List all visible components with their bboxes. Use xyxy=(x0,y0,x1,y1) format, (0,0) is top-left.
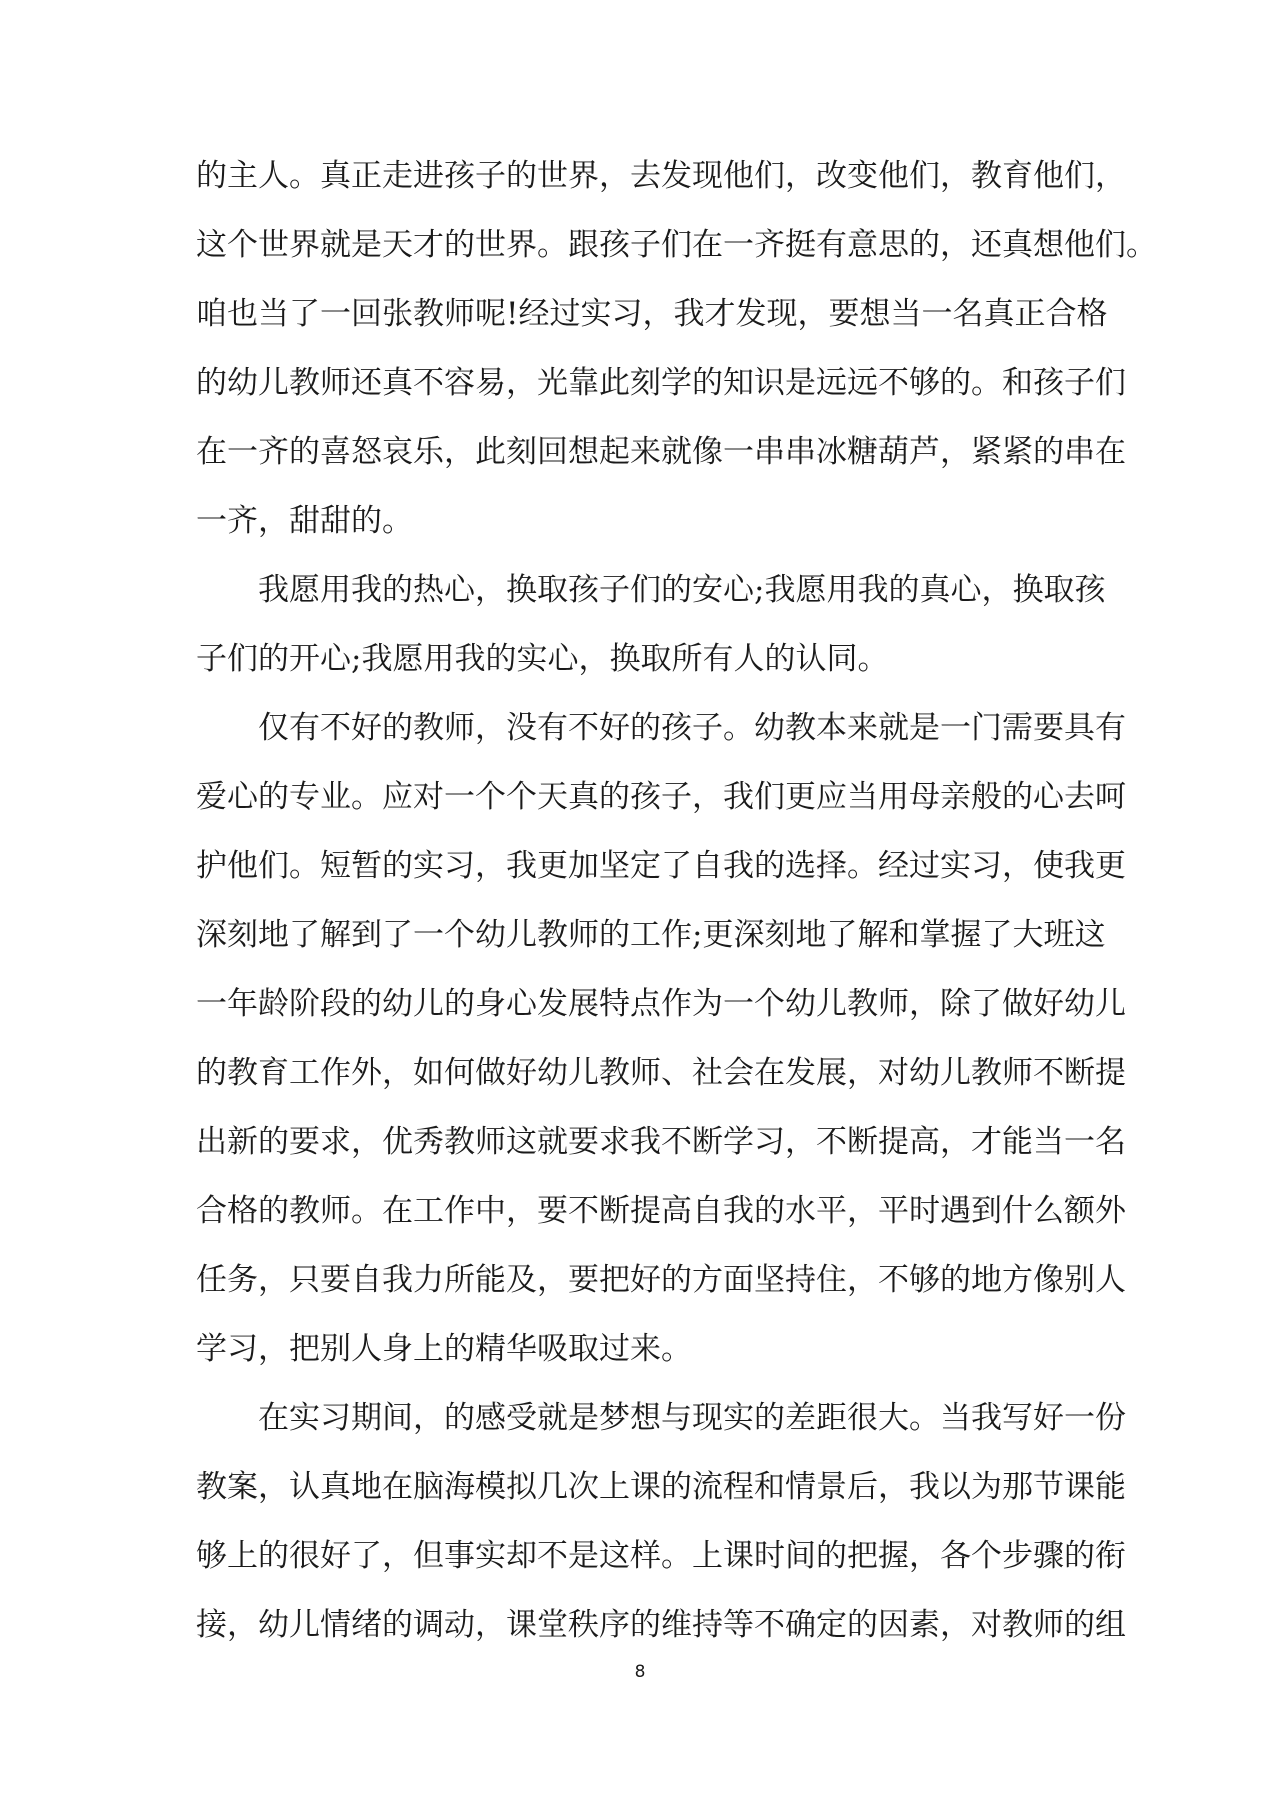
text-line: 深刻地了解到了一个幼儿教师的工作;更深刻地了解和掌握了大班这 xyxy=(196,917,1106,953)
text-line: 这个世界就是天才的世界。跟孩子们在一齐挺有意思的，还真想他们。 xyxy=(196,227,1157,263)
text-line: 教案，认真地在脑海模拟几次上课的流程和情景后，我以为那节课能 xyxy=(196,1469,1126,1505)
paragraph-4 xyxy=(196,1384,1126,1660)
text-line: 子们的开心;我愿用我的实心，换取所有人的认同。 xyxy=(196,641,889,677)
text-line: 咱也当了一回张教师呢!经过实习，我才发现，要想当一名真正合格 xyxy=(196,296,1108,332)
text-line: 仅有不好的教师，没有不好的孩子。幼教本来就是一门需要具有 xyxy=(258,710,1126,746)
text-line: 的教育工作外，如何做好幼儿教师、社会在发展，对幼儿教师不断提 xyxy=(196,1055,1126,1091)
text-line: 一齐，甜甜的。 xyxy=(196,503,413,539)
text-line: 接，幼儿情绪的调动，课堂秩序的维持等不确定的因素，对教师的组 xyxy=(196,1607,1126,1643)
paragraph-1 xyxy=(196,142,1157,556)
text-line: 学习，把别人身上的精华吸取过来。 xyxy=(196,1331,692,1367)
text-line: 护他们。短暂的实习，我更加坚定了自我的选择。经过实习，使我更 xyxy=(196,848,1126,884)
text-line: 任务，只要自我力所能及，要把好的方面坚持住，不够的地方像别人 xyxy=(196,1262,1126,1298)
text-line: 一年龄阶段的幼儿的身心发展特点作为一个幼儿教师，除了做好幼儿 xyxy=(196,986,1126,1022)
text-line: 爱心的专业。应对一个个天真的孩子，我们更应当用母亲般的心去呵 xyxy=(196,779,1126,815)
text-line: 合格的教师。在工作中，要不断提高自我的水平，平时遇到什么额外 xyxy=(196,1193,1126,1229)
text-line: 在一齐的喜怒哀乐，此刻回想起来就像一串串冰糖葫芦，紧紧的串在 xyxy=(196,434,1126,470)
text-line: 我愿用我的热心，换取孩子们的安心;我愿用我的真心，换取孩 xyxy=(258,572,1106,608)
page-number: 8 xyxy=(634,1662,646,1682)
text-line: 出新的要求，优秀教师这就要求我不断学习，不断提高，才能当一名 xyxy=(196,1124,1126,1160)
text-line: 够上的很好了，但事实却不是这样。上课时间的把握，各个步骤的衔 xyxy=(196,1538,1126,1574)
text-line: 在实习期间，的感受就是梦想与现实的差距很大。当我写好一份 xyxy=(258,1400,1126,1436)
text-line: 的幼儿教师还真不容易，光靠此刻学的知识是远远不够的。和孩子们 xyxy=(196,365,1126,401)
body-text xyxy=(196,142,1157,1660)
paragraph-2 xyxy=(196,556,1106,694)
paragraph-3 xyxy=(196,694,1126,1384)
text-line: 的主人。真正走进孩子的世界，去发现他们，改变他们，教育他们， xyxy=(196,158,1126,194)
